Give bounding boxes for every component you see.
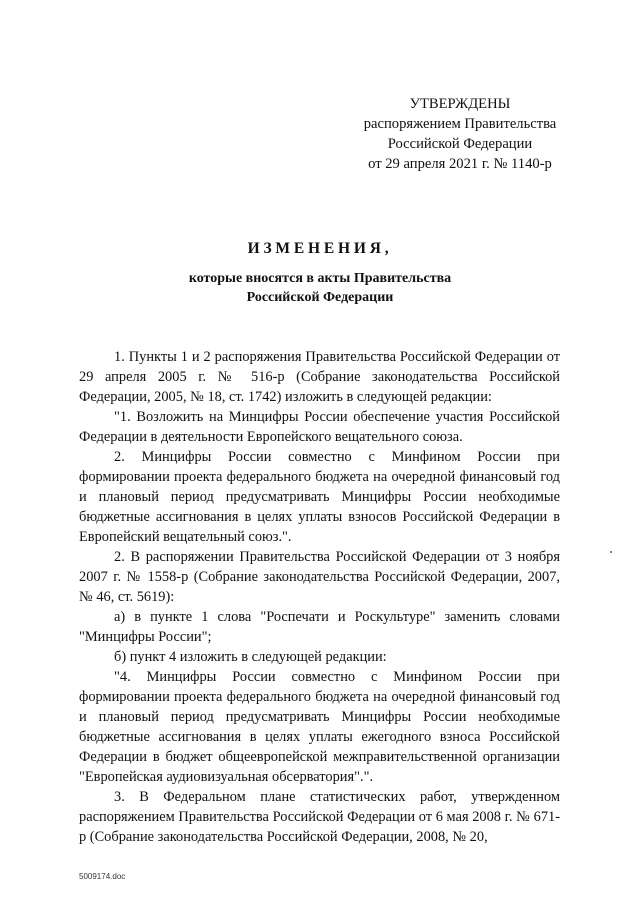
document-title: ИЗМЕНЕНИЯ, <box>247 240 393 257</box>
paragraph-8: 3. В Федеральном плане статистических работ, утвержденном распоряжением Правительства Российской Федерации от 6 мая 2008 г. № 671-р (Собрание законодательства Российской Федерации, 2008, № 20, <box>79 789 560 845</box>
approval-line-order: распоряжением Правительства <box>363 116 557 132</box>
paragraph-3: 2. Минцифры России совместно с Минфином России при формировании проекта федерального бюджета на очередной финансовый год и плановый период предусматривать Минцифры России необходимые бюджетные ассигнования в целях уплаты взносов Российской Федерации в Европейский вещательный союз.". <box>79 449 560 545</box>
document-subtitle-line-2: Российской Федерации <box>246 290 394 305</box>
paragraph-6: б) пункт 4 изложить в следующей редакции: <box>114 649 387 665</box>
paragraph-1: 1. Пункты 1 и 2 распоряжения Правительства Российской Федерации от 29 апреля 2005 г. № 516-р (Собрание законодательства Российской Федерации, 2005, № 18, ст. 1742) изложить в следующей редакции: <box>79 349 560 405</box>
file-name-footer: 5009174.doc <box>79 872 126 881</box>
approval-stamp <box>350 94 570 174</box>
approval-line-date: от 29 апреля 2021 г. № 1140-р <box>368 156 552 172</box>
approval-heading: УТВЕРЖДЕНЫ <box>409 96 511 112</box>
paragraph-4: 2. В распоряжении Правительства Российской Федерации от 3 ноября 2007 г. № 1558-р (Собрание законодательства Российской Федерации, 2007, № 46, ст. 5619): <box>79 549 560 605</box>
document-subtitle-line-1: которые вносятся в акты Правительства <box>188 271 452 286</box>
document-subtitle <box>0 269 640 307</box>
document-body <box>79 347 560 847</box>
paragraph-5: а) в пункте 1 слова "Роспечати и Роскультуре" заменить словами "Минцифры России"; <box>79 609 560 645</box>
paragraph-7: "4. Минцифры России совместно с Минфином России при формировании проекта федерального бюджета на очередной финансовый год и плановый период предусматривать Минцифры России необходимые бюджетные ассигнования в целях уплаты ежегодного взноса Российской Федерации в бюджет общеевропейской межправительственной организации "Европейская аудиовизуальная обсерватория".". <box>79 669 560 785</box>
scan-speck <box>610 551 612 553</box>
paragraph-2: "1. Возложить на Минцифры России обеспечение участия Российской Федерации в деятельности Европейского вещательного союза. <box>79 409 560 445</box>
approval-line-country: Российской Федерации <box>387 136 533 152</box>
